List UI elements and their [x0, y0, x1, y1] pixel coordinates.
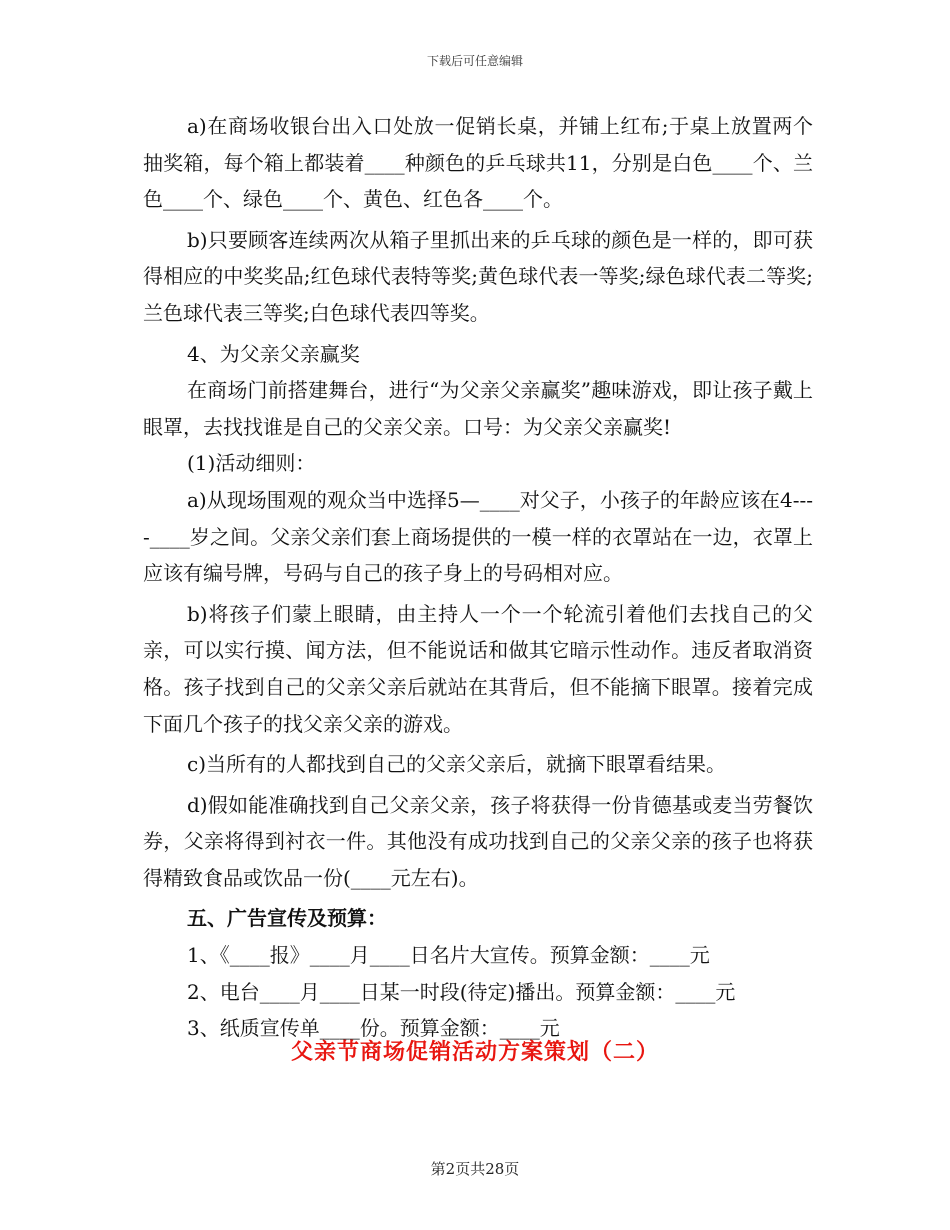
- section-title: 父亲节商场促销活动方案策划（二）: [290, 1039, 659, 1065]
- paragraph-stage-game: 在商场门前搭建舞台，进行“为父亲父亲赢奖”趣味游戏，即让孩子戴上眼罩，去找找谁是自己的父亲父亲。口号：为父亲父亲赢奖!: [143, 378, 813, 439]
- heading-advertising-budget: 五、广告宣传及预算：: [187, 906, 387, 931]
- paragraph-lottery-setup: a)在商场收银台出入口处放一促销长桌，并铺上红布;于桌上放置两个抽奖箱，每个箱上都装着____种颜色的乒乓球共11，分别是白色____个、兰色____个、绿色____个、黄色、红色各____个。: [143, 114, 813, 212]
- budget-item-radio: 2、电台____月____日某一时段(待定)播出。预算金额：____元: [187, 979, 736, 1004]
- heading-activity-rules: (1)活动细则：: [187, 451, 316, 476]
- paragraph-rule-a: a)从现场围观的观众当中选择5—____对父子，小孩子的年龄应该在4----____岁之间。父亲父亲们套上商场提供的一模一样的衣罩站在一边，衣罩上应该有编号牌，号码与自己的孩子身上的号码相对应。: [143, 487, 813, 586]
- budget-item-flyers: 3、纸质宣传单____份。预算金额：____元: [187, 1016, 560, 1041]
- page-footer: 第2页共28页: [430, 1160, 520, 1178]
- budget-item-newspaper: 1、《____报》____月____日名片大宣传。预算金额：____元: [187, 943, 710, 968]
- page-header: 下载后可任意编辑: [426, 54, 523, 68]
- paragraph-rule-d: d)假如能准确找到自己父亲父亲，孩子将获得一份肯德基或麦当劳餐饮券，父亲将得到衬衣一件。其他没有成功找到自己的父亲父亲的孩子也将获得精致食品或饮品一份(____元左右)。: [143, 792, 813, 890]
- heading-father-prize: 4、为父亲父亲赢奖: [187, 341, 360, 366]
- paragraph-lottery-rules: b)只要顾客连续两次从箱子里抓出来的乒乓球的颜色是一样的，即可获得相应的中奖奖品;红色球代表特等奖;黄色球代表一等奖;绿色球代表二等奖;兰色球代表三等奖;白色球代表四等奖。: [143, 227, 813, 325]
- paragraph-rule-b: b)将孩子们蒙上眼睛，由主持人一个一个轮流引着他们去找自己的父亲，可以实行摸、闻方法，但不能说话和做其它暗示性动作。违反者取消资格。孩子找到自己的父亲父亲后就站在其背后，但不能摘下眼罩。接着完成下面几个孩子的找父亲父亲的游戏。: [143, 601, 813, 736]
- paragraph-rule-c: c)当所有的人都找到自己的父亲父亲后，就摘下眼罩看结果。: [187, 752, 727, 777]
- document-body: [143, 108, 813, 1047]
